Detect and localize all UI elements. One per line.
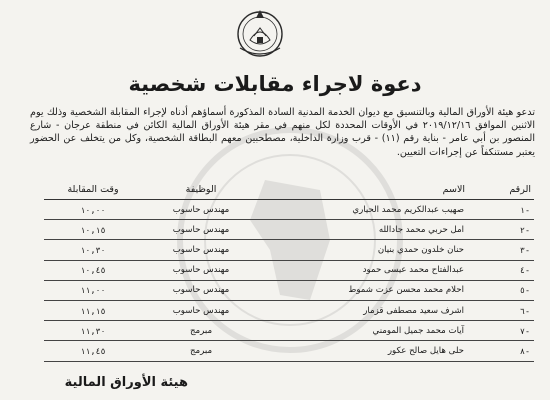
row-time: ١٠,١٥ [44,220,142,240]
row-time: ١١,٠٠ [44,280,142,300]
table-row [44,300,534,320]
row-job: مهندس حاسوب [142,300,260,320]
row-number: -١ [468,200,534,220]
row-job: مهندس حاسوب [142,200,260,220]
row-number: -٤ [468,260,534,280]
row-name: احلام محمد محسن عزت شموط [260,280,468,300]
table-row [44,341,534,361]
row-job: مبرمج [142,321,260,341]
row-name: حلى هايل صالح عكور [260,341,468,361]
row-name: امل حربي محمد جادالله [260,220,468,240]
header-number: الرقم [468,182,534,200]
row-time: ١١,١٥ [44,300,142,320]
row-number: -٦ [468,300,534,320]
table-row [44,220,534,240]
header-name: الاسم [260,182,468,200]
page-title: دعوة لاجراء مقابلات شخصية [128,72,422,96]
row-name: آيات محمد جميل المومني [260,321,468,341]
row-name: اشرف سعيد مصطفى قزمار [260,300,468,320]
row-number: -٢ [468,220,534,240]
header-time: وقت المقابلة [44,182,142,200]
row-name: عبدالفتاح محمد عيسى حمود [260,260,468,280]
row-time: ١٠,٤٥ [44,260,142,280]
row-number: -٧ [468,321,534,341]
table-row [44,321,534,341]
row-time: ١١,٤٥ [44,341,142,361]
header-job: الوظيفة [142,182,260,200]
coat-of-arms-icon [228,4,292,62]
table-row [44,260,534,280]
footer-signature: هيئة الأوراق المالية [64,375,188,390]
row-time: ١٠,٠٠ [44,200,142,220]
table-row [44,280,534,300]
row-number: -٥ [468,280,534,300]
row-job: مهندس حاسوب [142,280,260,300]
row-name: صهيب عبدالكريم محمد الحياري [260,200,468,220]
row-job: مهندس حاسوب [142,240,260,260]
table-row [44,240,534,260]
row-number: -٨ [468,341,534,361]
table-row [44,200,534,220]
row-job: مهندس حاسوب [142,260,260,280]
intro-paragraph: تدعو هيئة الأوراق المالية وبالتنسيق مع ديوان الخدمة المدنية السادة المذكورة أسماؤهم أدناه لإجراء المقابلة الشخصية وذلك يوم الاثنين الموافق ٢٠١٩/١٢/١٦ في الأوقات المحددة لكل منهم في مقر هيئة الأوراق المالية الكائن في منطقة عرجان - شارع المنصور بن أبي عامر - بناية رقم (١١) - قرب وزارة الداخلية، مصطحبين معهم البطاقة الشخصية، وكل من يتخلف عن الحضور يعتبر مستنكفاً عن إجراءات التعيين. [30,107,536,158]
row-time: ١٠,٣٠ [44,240,142,260]
row-number: -٣ [468,240,534,260]
table-header-row [44,182,534,200]
row-time: ١١,٣٠ [44,321,142,341]
interview-table [44,182,534,362]
row-job: مهندس حاسوب [142,220,260,240]
row-name: حنان خلدون حمدي بنيان [260,240,468,260]
row-job: مبرمج [142,341,260,361]
